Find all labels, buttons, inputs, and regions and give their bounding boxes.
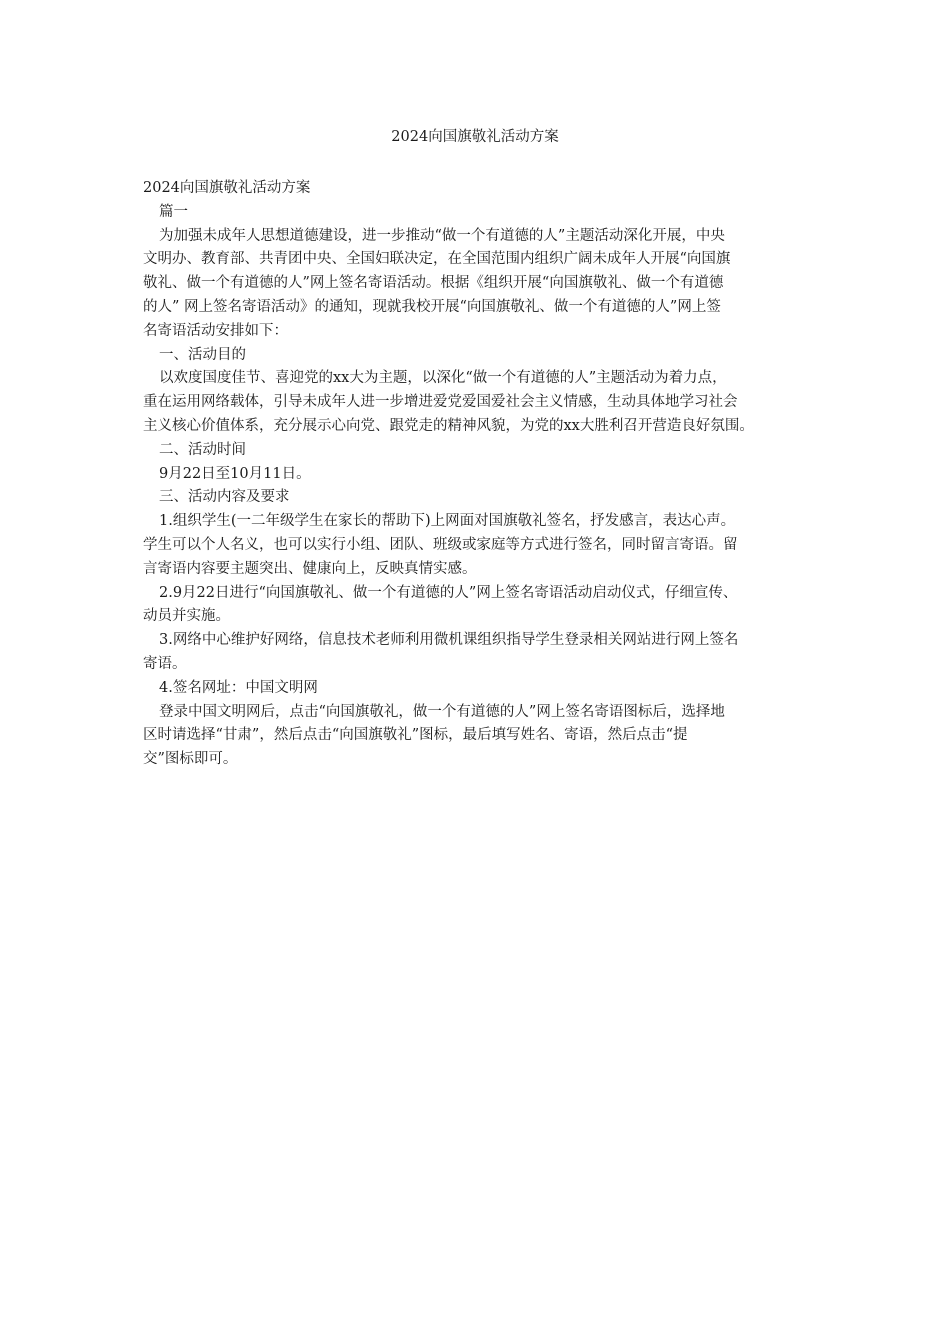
document-body: [143, 177, 823, 772]
doc-line: 区时请选择“甘肃”，然后点击“向国旗敬礼”图标，最后填写姓名、寄语，然后点击“提: [143, 727, 688, 744]
doc-line: 敬礼、做一个有道德的人”网上签名寄语活动。根据《组织开展“向国旗敬礼、做一个有道德: [143, 275, 724, 292]
doc-line: 2024向国旗敬礼活动方案: [143, 180, 311, 196]
doc-line: 2.9月22日进行“向国旗敬礼、做一个有道德的人”网上签名寄语活动启动仪式，仔细宣传、: [159, 584, 738, 601]
doc-line: 三、活动内容及要求: [159, 489, 290, 506]
doc-line: 主义核心价值体系，充分展示心向党、跟党走的精神风貌，为党的xx大胜利召开营造良好氛围。: [143, 417, 754, 434]
doc-line: 篇一: [159, 203, 188, 220]
doc-line: 名寄语活动安排如下：: [143, 322, 288, 339]
doc-line: 9月22日至10月11日。: [159, 465, 311, 482]
doc-line: 3.网络中心维护好网络，信息技术老师利用微机课组织指导学生登录相关网站进行网上签名: [159, 632, 739, 649]
doc-line: 4.签名网址：中国文明网: [159, 679, 318, 696]
doc-line: 二、活动时间: [159, 441, 246, 458]
doc-line: 一、活动目的: [159, 346, 246, 363]
doc-line: 交”图标即可。: [143, 751, 238, 768]
doc-line: 为加强未成年人思想道德建设，进一步推动“做一个有道德的人”主题活动深化开展，中央: [159, 227, 725, 244]
doc-line: 动员并实施。: [143, 608, 230, 625]
doc-line: 文明办、教育部、共青团中央、全国妇联决定，在全国范围内组织广阔未成年人开展“向国旗: [143, 251, 731, 268]
doc-line: 登录中国文明网后，点击“向国旗敬礼，做一个有道德的人”网上签名寄语图标后，选择地: [159, 703, 725, 720]
doc-line: 言寄语内容要主题突出、健康向上，反映真情实感。: [143, 560, 477, 577]
doc-line: 重在运用网络载体，引导未成年人进一步增进爱党爱国爱社会主义情感，生动具体地学习社会: [143, 394, 738, 411]
doc-line: 以欢度国度佳节、喜迎党的xx大为主题，以深化“做一个有道德的人”主题活动为着力点，: [159, 370, 727, 387]
doc-line: 1.组织学生(一二年级学生在家长的帮助下)上网面对国旗敬礼签名，抒发感言，表达心声。: [159, 513, 736, 530]
page-title: 2024向国旗敬礼活动方案: [391, 129, 559, 145]
doc-line: 学生可以个人名义，也可以实行小组、团队、班级或家庭等方式进行签名，同时留言寄语。留: [143, 536, 738, 553]
doc-line: 的人” 网上签名寄语活动》的通知，现就我校开展“向国旗敬礼、做一个有道德的人”网上签: [143, 298, 721, 315]
doc-line: 寄语。: [143, 655, 187, 672]
